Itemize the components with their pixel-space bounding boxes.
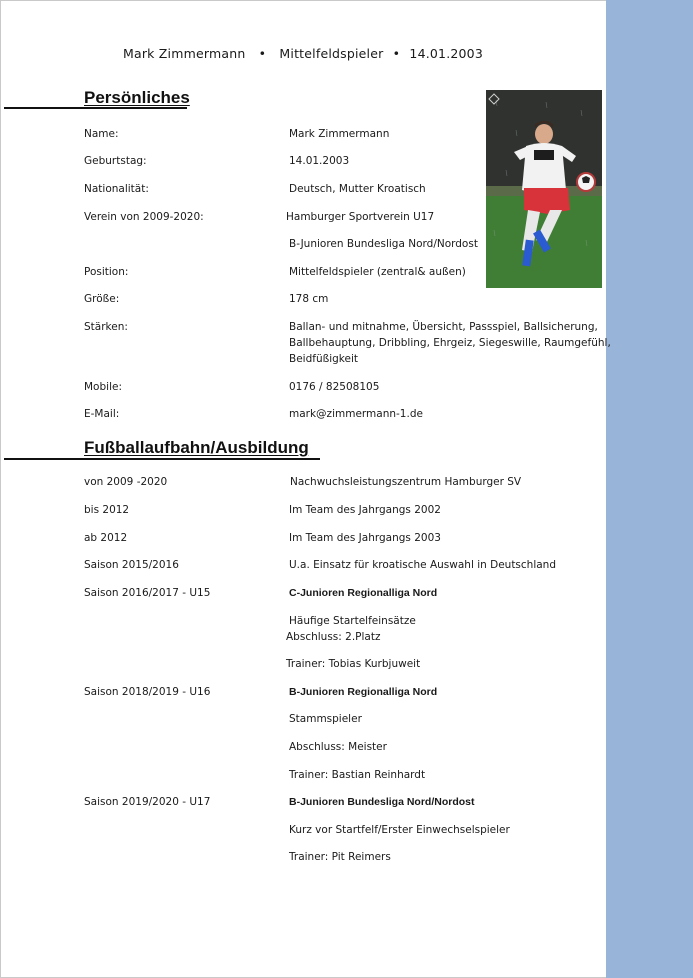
value-strengths-line-1: Ballan- und mitnahme, Übersicht, Passspiel, Ballsicherung, — [289, 321, 598, 333]
label-nationality: Nationalität: — [84, 183, 149, 195]
value-club: Hamburger Sportverein U17 — [286, 211, 435, 223]
value-strengths-line-3: Beidfüßigkeit — [289, 353, 358, 365]
career-heading: Fußballaufbahn/Ausbildung — [84, 438, 309, 457]
personal-heading: Persönliches — [84, 88, 190, 107]
career-value-10: Stammspieler — [289, 713, 362, 725]
player-photo-icon — [486, 90, 602, 288]
career-label-4: Saison 2015/2016 — [84, 559, 179, 571]
value-mobile: 0176 / 82508105 — [289, 381, 380, 393]
career-value-4: U.a. Einsatz für kroatische Auswahl in Deutschland — [289, 559, 557, 571]
value-strengths-line-2: Ballbehauptung, Dribbling, Ehrgeiz, Siegeswille, Raumgefühl, — [289, 337, 611, 349]
career-value-1: Nachwuchsleistungszentrum Hamburger SV — [290, 476, 522, 488]
label-club: Verein von 2009-2020: — [84, 211, 204, 223]
label-birthday: Geburtstag: — [84, 155, 147, 167]
career-value-13: B-Junioren Bundesliga Nord/Nordost — [289, 796, 475, 808]
label-mobile: Mobile: — [84, 381, 122, 393]
value-email[interactable]: mark@zimmermann-1.de — [289, 408, 423, 420]
label-name: Name: — [84, 128, 119, 140]
header-name: Mark Zimmermann — [122, 46, 246, 61]
career-value-5: C-Junioren Regionalliga Nord — [289, 587, 438, 599]
career-value-3: Im Team des Jahrgangs 2003 — [289, 532, 441, 544]
header-birthdate: 14.01.2003 — [409, 46, 483, 61]
career-value-11: Abschluss: Meister — [289, 741, 387, 753]
label-position: Position: — [84, 266, 129, 278]
player-photo — [486, 90, 602, 288]
career-value-8: Trainer: Tobias Kurbjuweit — [286, 658, 421, 670]
career-value-2: Im Team des Jahrgangs 2002 — [289, 504, 441, 516]
value-club-league: B-Junioren Bundesliga Nord/Nordost — [289, 238, 478, 250]
header-role: Mittelfeldspieler — [279, 46, 384, 61]
document-header — [0, 46, 606, 61]
value-position: Mittelfeldspieler (zentral& außen) — [289, 266, 466, 278]
career-value-7: Abschluss: 2.Platz — [286, 631, 381, 643]
value-nationality: Deutsch, Mutter Kroatisch — [289, 183, 426, 195]
career-label-2: bis 2012 — [84, 504, 130, 516]
career-value-14: Kurz vor Startfelf/Erster Einwechselspieler — [289, 824, 510, 836]
side-color-band — [606, 0, 693, 978]
career-value-12: Trainer: Bastian Reinhardt — [289, 769, 426, 781]
career-value-6: Häufige Startelfeinsätze — [289, 615, 416, 627]
value-height: 178 cm — [289, 293, 329, 305]
header-separator: • — [258, 46, 267, 61]
label-strengths: Stärken: — [84, 321, 128, 333]
career-value-9: B-Junioren Regionalliga Nord — [289, 686, 438, 698]
header-separator-2: • — [392, 46, 401, 61]
label-height: Größe: — [84, 293, 120, 305]
career-label-5: Saison 2016/2017 - U15 — [84, 587, 211, 599]
career-label-1: von 2009 -2020 — [84, 476, 168, 488]
value-birthday: 14.01.2003 — [289, 155, 350, 167]
career-value-15: Trainer: Pit Reimers — [289, 851, 391, 863]
label-email: E-Mail: — [84, 408, 120, 420]
career-label-9: Saison 2018/2019 - U16 — [84, 686, 211, 698]
career-heading-rule — [4, 458, 320, 460]
value-name: Mark Zimmermann — [289, 128, 390, 140]
career-label-3: ab 2012 — [84, 532, 128, 544]
career-label-13: Saison 2019/2020 - U17 — [84, 796, 211, 808]
